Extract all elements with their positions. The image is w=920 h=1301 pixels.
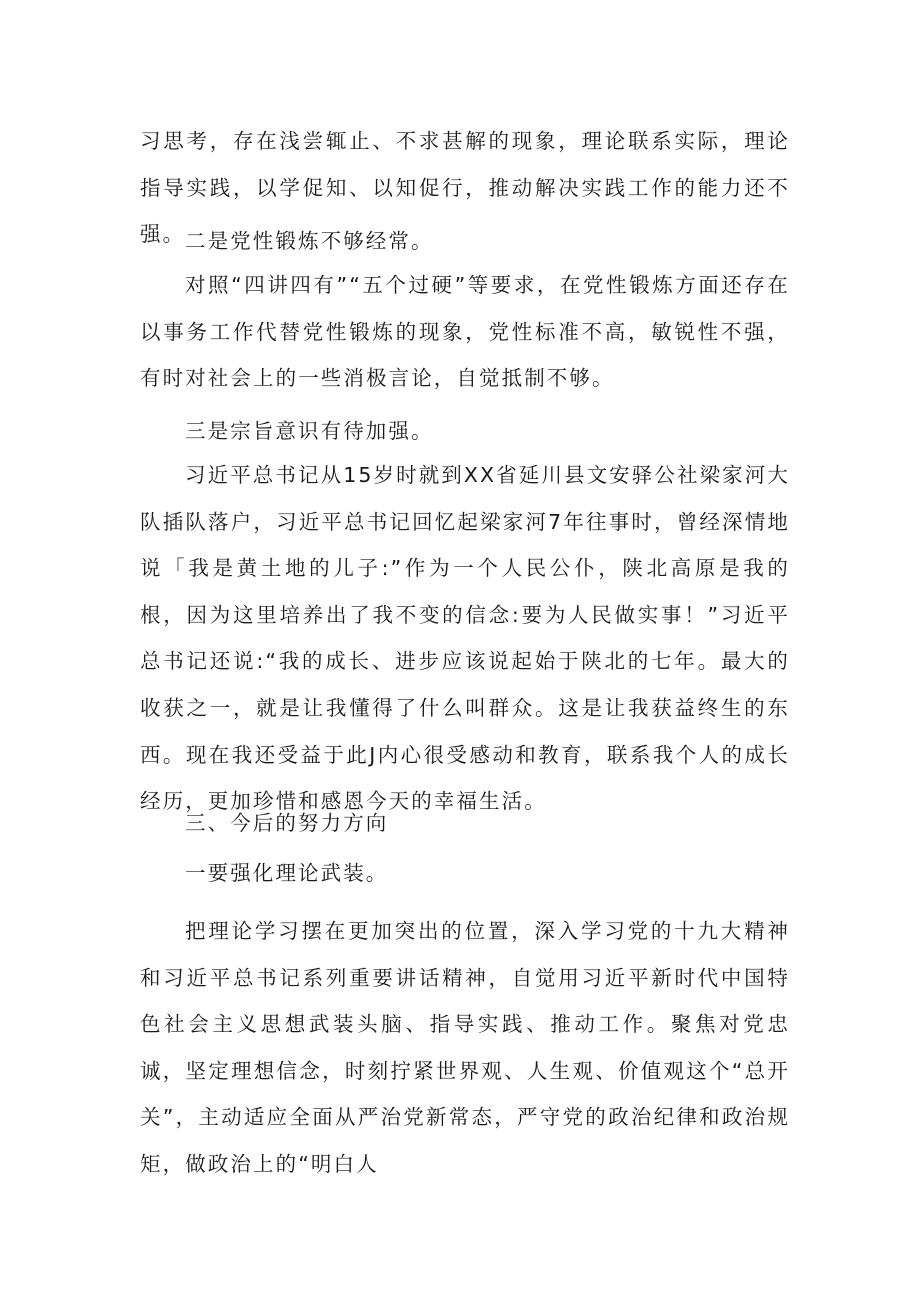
heading-future-direction: 三、今后的努力方向 [185,811,389,835]
heading-theory-armament: 一要强化理论武装。 [185,861,389,885]
paragraph-party-training: 对照“四讲四有”“五个过硬”等要求，在党性锻炼方面还存在以事务工作代替党性锻炼的现象，党性标准不高，敏锐性不强，有时对社会上的一些消极言论，自觉抵制不够。 [140,273,790,391]
paragraph-theory-armament: 把理论学习摆在更加突出的位置，深入学习党的十九大精神和习近平总书记系列重要讲话精神，自觉用习近平新时代中国特色社会主义思想武装头脑、指导实践、推动工作。聚焦对党忠诚，坚定理想信念，时刻拧紧世界观、人生观、价值观这个“总开关”，主动适应全面从严治党新常态，严守党的政治纪律和政治规矩，做政治上的“明白人 [140,919,790,1176]
paragraph-study-reflection: 习思考，存在浅尝辄止、不求甚解的现象，理论联系实际，理论指导实践，以学促知、以知促行，推动解决实践工作的能力还不强。 [140,129,790,247]
heading-purpose-awareness: 三是宗旨意识有待加强。 [185,419,434,443]
heading-party-training: 二是党性锻炼不够经常。 [185,229,434,253]
paragraph-liangjiahe: 习近平总书记从15岁时就到XX省延川县文安驿公社梁家河大队插队落户，习近平总书记回忆起梁家河7年往事时，曾经深情地说「我是黄土地的儿子:”作为一个人民公仆，陕北高原是我的根，因为这里培养出了我不变的信念:要为人民做实事！”习近平总书记还说:“我的成长、进步应该说起始于陕北的七年。最大的收获之一，就是让我懂得了什么叫群众。这是让我获益终生的东西。现在我还受益于此J内心很受感动和教育，联系我个人的成长经历，更加珍惜和感恩今天的幸福生活。 [140,463,790,814]
